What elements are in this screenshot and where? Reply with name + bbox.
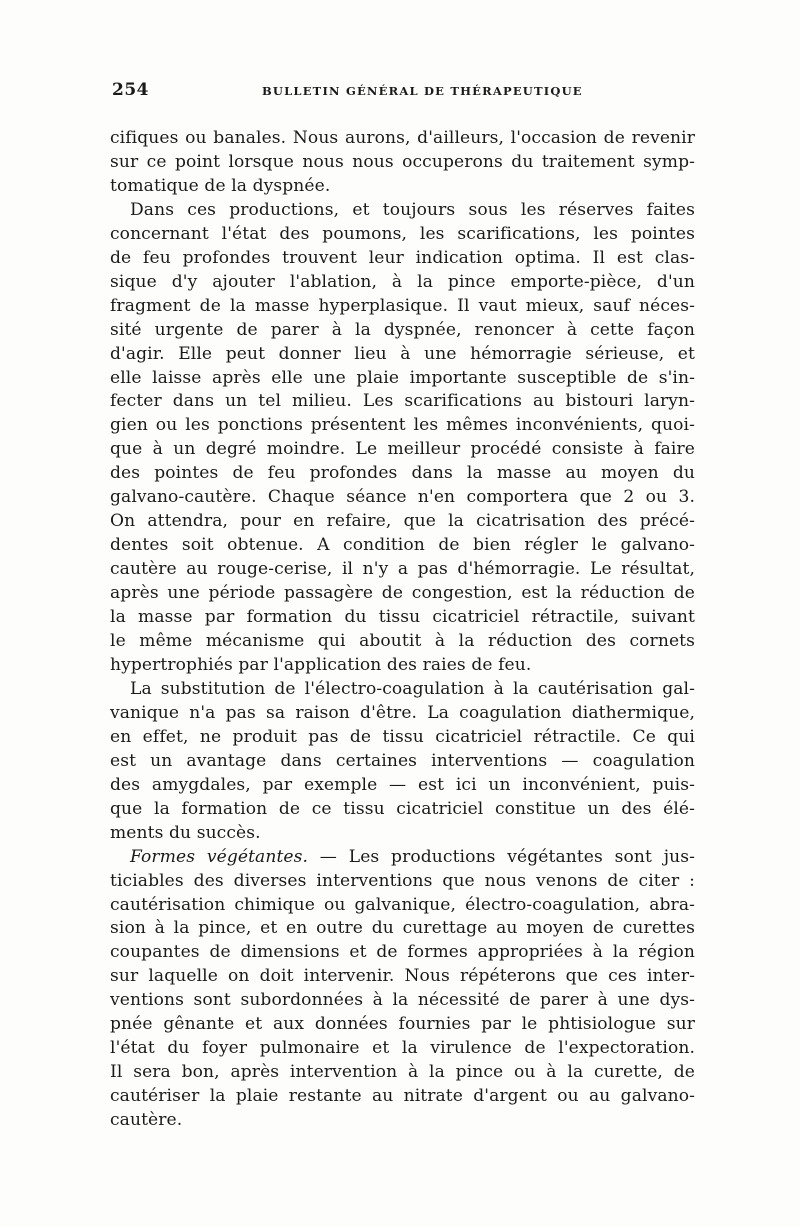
text-line: sion à la pince, et en outre du curettage au moyen de curettes [110, 918, 695, 939]
text-line: ments du succès. [110, 822, 261, 843]
paragraph [110, 846, 695, 1133]
text-line: elle laisse après elle une plaie importante susceptible de s'in- [110, 367, 695, 388]
text-line: est un avantage dans certaines interventions — coagulation [110, 750, 695, 771]
text-line: des pointes de feu profondes dans la masse au moyen du [110, 463, 695, 484]
text-line: cautérisation chimique ou galvanique, électro-coagulation, abra- [110, 894, 695, 915]
body-text [110, 127, 695, 1133]
text-line: ventions sont subordonnées à la nécessité de parer à une dys- [110, 990, 695, 1011]
text-line: la masse par formation du tissu cicatriciel rétractile, suivant [110, 607, 695, 628]
text-line: après une période passagère de congestion, est la réduction de [110, 583, 695, 604]
text-line: que la formation de ce tissu cicatriciel constitue un des élé- [110, 798, 695, 819]
running-title: BULLETIN GÉNÉRAL DE THÉRAPEUTIQUE [262, 84, 583, 98]
text-line: hypertrophiés par l'application des raies de feu. [110, 654, 532, 675]
text-line: fragment de la masse hyperplasique. Il vaut mieux, sauf néces- [110, 295, 695, 316]
text-line: cifiques ou banales. Nous aurons, d'ailleurs, l'occasion de revenir [110, 128, 695, 148]
text-line: Il sera bon, après intervention à la pince ou à la curette, de [110, 1062, 695, 1083]
page-number: 254 [112, 80, 149, 100]
paragraph [110, 199, 695, 678]
paragraph [110, 127, 695, 199]
text-line: sur laquelle on doit intervenir. Nous répéterons que ces inter- [110, 966, 695, 987]
text-line: coupantes de dimensions et de formes appropriées à la région [110, 942, 695, 963]
text-line [110, 846, 695, 870]
text-line: galvano-cautère. Chaque séance n'en comportera que 2 ou 3. [110, 487, 695, 508]
text-line: cautère. [110, 1110, 183, 1131]
text-line: dentes soit obtenue. A condition de bien régler le galvano- [110, 535, 695, 556]
text-line: Dans ces productions, et toujours sous les réserves faites [130, 199, 695, 220]
text-line-rest: — Les productions végétantes sont jus- [308, 846, 696, 867]
text-line: en effet, ne produit pas de tissu cicatriciel rétractile. Ce qui [110, 726, 695, 747]
text-line: La substitution de l'électro-coagulation à la cautérisation gal- [130, 678, 695, 699]
text-line: On attendra, pour en refaire, que la cicatrisation des précé- [110, 511, 695, 532]
text-line: gien ou les ponctions présentent les mêmes inconvénients, quoi- [110, 415, 695, 436]
text-line: l'état du foyer pulmonaire et la virulence de l'expectoration. [110, 1038, 695, 1059]
text-line: ticiables des diverses interventions que nous venons de citer : [110, 870, 695, 891]
text-line: que à un degré moindre. Le meilleur procédé consiste à faire [110, 439, 695, 460]
text-line: fecter dans un tel milieu. Les scarifications au bistouri laryn- [110, 391, 695, 412]
paragraph [110, 678, 695, 846]
text-line: sité urgente de parer à la dyspnée, renoncer à cette façon [110, 319, 695, 340]
text-line: vanique n'a pas sa raison d'être. La coagulation diathermique, [110, 702, 695, 723]
text-line: de feu profondes trouvent leur indication optima. Il est clas- [110, 247, 695, 268]
section-lead: Formes végétantes. [130, 846, 309, 867]
text-line: sur ce point lorsque nous nous occuperons du traitement symp- [110, 151, 695, 172]
page-header [112, 80, 697, 102]
text-line: des amygdales, par exemple — est ici un inconvénient, puis- [110, 774, 695, 795]
text-line: cautère au rouge-cerise, il n'y a pas d'hémorragie. Le résultat, [110, 559, 695, 580]
text-line: d'agir. Elle peut donner lieu à une hémorragie sérieuse, et [110, 343, 695, 364]
text-line: pnée gênante et aux données fournies par le phtisiologue sur [110, 1014, 695, 1035]
text-line: le même mécanisme qui aboutit à la réduction des cornets [110, 631, 695, 652]
text-line: sique d'y ajouter l'ablation, à la pince emporte-pièce, d'un [110, 271, 695, 292]
text-line: concernant l'état des poumons, les scarifications, les pointes [110, 223, 695, 244]
text-line: tomatique de la dyspnée. [110, 175, 331, 196]
text-line: cautériser la plaie restante au nitrate d'argent ou au galvano- [110, 1086, 695, 1107]
